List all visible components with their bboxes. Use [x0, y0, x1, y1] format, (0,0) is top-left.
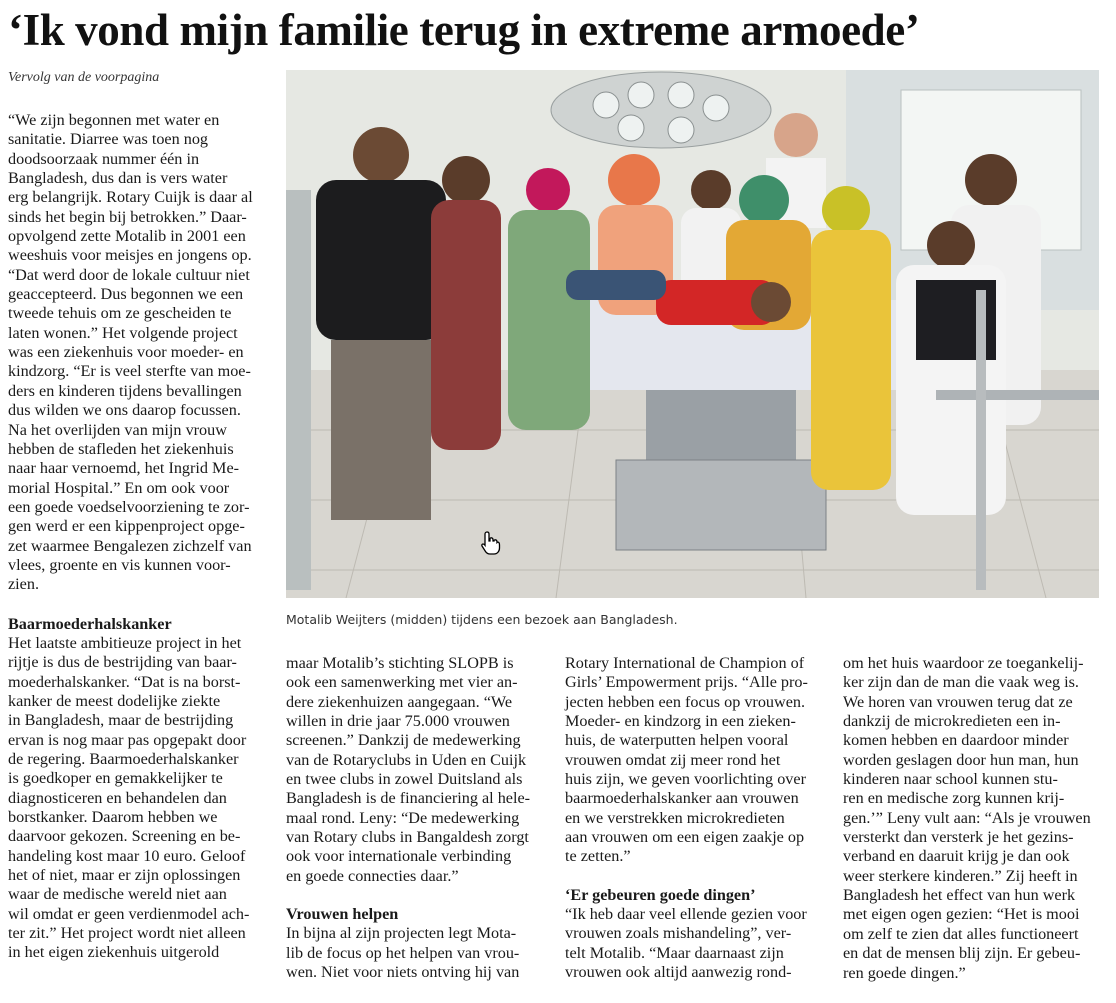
text-line: verband en daaruit krijg je dan ook	[843, 847, 1070, 866]
subheading-baarmoederhalskanker: Baarmoederhalskanker	[8, 614, 172, 633]
column-3-body-continued	[565, 905, 825, 982]
text-line: van Rotary clubs in Bangaldesh zorgt	[286, 828, 529, 847]
text-line: huis, de waterputten helpen vooral	[565, 731, 789, 750]
text-line: wen. Niet voor niets ontving hij van	[286, 963, 520, 982]
text-line: versterkt dan versterk je het gezins-	[843, 828, 1074, 847]
text-line: “Ik heb daar veel ellende gezien voor	[565, 905, 807, 924]
text-line: weer sterkere kinderen.” Zij heeft in	[843, 866, 1078, 885]
text-line: was een ziekenhuis voor moeder- en	[8, 343, 244, 362]
text-line: ker zijn dan de man die vaak weg is.	[843, 673, 1079, 692]
text-line: hebben de stafleden het ziekenhuis	[8, 439, 234, 458]
article-column-1	[8, 111, 270, 963]
column-1-body-continued	[8, 634, 270, 963]
text-line: dere ziekenhuizen aangegaan. “We	[286, 692, 513, 711]
text-line: komen hebben en daardoor minder	[843, 731, 1069, 750]
text-line: met eigen ogen gezien: “Het is mooi	[843, 905, 1080, 924]
text-line: waar de medische wereld niet aan	[8, 885, 227, 904]
subheading-vrouwen-helpen: Vrouwen helpen	[286, 905, 399, 924]
text-line: weeshuis voor meisjes en jongens op.	[8, 246, 252, 265]
hand-cursor-icon	[479, 530, 503, 556]
text-line: rijtje is dus de bestrijding van baar-	[8, 653, 237, 672]
text-line: Girls’ Empowerment prijs. “Alle pro-	[565, 673, 808, 692]
text-line: “We zijn begonnen met water en	[8, 111, 220, 129]
text-line: “Dat werd door de lokale cultuur niet	[8, 265, 250, 284]
text-line: en goede connecties daar.”	[286, 866, 459, 885]
text-line: ter zit.” Het project wordt niet alleen	[8, 924, 246, 943]
text-line: morial Hospital.” En om ook voor	[8, 478, 230, 497]
text-line: jecten hebben een focus op vrouwen.	[565, 692, 806, 711]
column-2-body-continued	[286, 924, 544, 982]
text-line: diagnosticeren en behandelen dan	[8, 788, 227, 807]
text-line: In bijna al zijn projecten legt Mota-	[286, 924, 517, 943]
text-line: screenen.” Dankzij de medewerking	[286, 731, 521, 750]
text-line: zien.	[8, 575, 40, 594]
text-line: vrouwen zoals mishandeling”, ver-	[565, 924, 792, 943]
text-line: kanker de meest dodelijke ziekte	[8, 691, 221, 710]
text-line: kinderen naar school kunnen stu-	[843, 770, 1058, 789]
article-column-2	[286, 654, 544, 983]
text-line: zet waarmee Bengalezen zichzelf van	[8, 536, 252, 555]
text-line: vlees, groente en vis kunnen voor-	[8, 555, 231, 574]
text-line: Bangladesh, dus dan is vers water	[8, 169, 228, 188]
text-line: huis zijn, we geven voorlichting over	[565, 770, 806, 789]
text-line: We horen van vrouwen terug dat ze	[843, 692, 1073, 711]
text-line: handeling kost maar 10 euro. Geloof	[8, 846, 246, 865]
text-line: en twee clubs in zowel Duitsland als	[286, 770, 523, 789]
text-line: om zelf te zien dat alles functioneert	[843, 924, 1079, 943]
text-line: kindzorg. “Er is veel sterfte van moe-	[8, 362, 251, 381]
text-line: ook een samenwerking met vier an-	[286, 673, 518, 692]
text-line: ders en kinderen tijdens bevallingen	[8, 381, 242, 400]
article-photo	[286, 70, 1099, 598]
text-line: moederhalskanker. “Dat is na borst-	[8, 672, 241, 691]
text-line: van de Rotaryclubs in Uden en Cuijk	[286, 750, 527, 769]
text-line: Moeder- en kindzorg in een zieken-	[565, 712, 796, 731]
text-line: het of niet, maar er zijn oplossingen	[8, 866, 241, 885]
text-line: vrouwen omdat zij meer rond het	[565, 750, 781, 769]
article-column-3	[565, 654, 825, 983]
column-1-body	[8, 111, 270, 595]
text-line: aan vrouwen om een eigen zaakje op	[565, 828, 805, 847]
text-line: willen in drie jaar 75.000 vrouwen	[286, 712, 510, 731]
text-line: te zetten.”	[565, 847, 631, 866]
text-line: de regering. Baarmoederhalskanker	[8, 750, 239, 768]
text-line: Bangladesh is de financiering al hele-	[286, 789, 531, 808]
intro-note: Vervolg van de voorpagina	[8, 70, 160, 85]
text-line: is goedkoper en gemakkelijker te	[8, 769, 223, 788]
text-line: Na het overlijden van mijn vrouw	[8, 420, 227, 439]
subheading-er-gebeuren-goede-dingen: ‘Er gebeuren goede dingen’	[565, 885, 756, 904]
text-line: in Bangladesh, maar de bestrijding	[8, 711, 234, 730]
text-line: ervan is nog maar pas opgepakt door	[8, 730, 247, 749]
text-line: gen werd er een kippenproject opge-	[8, 517, 245, 536]
text-line: in het eigen ziekenhuis uitgerold	[8, 943, 220, 962]
text-line: worden geslagen door hun man, hun	[843, 750, 1079, 769]
text-line: dus wilden we ons daarop focussen.	[8, 401, 241, 420]
text-line: ren goede dingen.”	[843, 963, 966, 982]
text-line: Bangladesh het effect van hun werk	[843, 886, 1076, 905]
text-line: baarmoederhalskanker aan vrouwen	[565, 789, 799, 808]
column-4-body	[843, 654, 1105, 983]
text-line: lib de focus op het helpen van vrou-	[286, 943, 520, 962]
headline: ‘Ik vond mijn familie terug in extreme armoede’	[8, 5, 920, 55]
text-line: vrouwen ook altijd aanwezig rond-	[565, 963, 792, 982]
article-column-4	[843, 654, 1105, 983]
photo-caption: Motalib Weijters (midden) tijdens een bezoek aan Bangladesh.	[286, 612, 678, 627]
text-line: sanitatie. Diarree was toen nog	[8, 130, 209, 149]
text-line: daarvoor gekozen. Screening en be-	[8, 827, 241, 846]
text-line: Rotary International de Champion of	[565, 654, 805, 672]
text-line: en dat de mensen blij zijn. Er gebeu-	[843, 944, 1081, 963]
text-line: borstkanker. Daarom hebben we	[8, 808, 218, 827]
text-line: ook voor internationale verbinding	[286, 847, 512, 866]
text-line: een goede voedselvoorziening te zor-	[8, 497, 250, 516]
text-line: wil omdat er geen verdienmodel ach-	[8, 904, 250, 923]
column-2-body	[286, 654, 544, 886]
text-line: opvolgend zette Motalib in 2001 een	[8, 227, 246, 246]
text-line: ren en medische zorg kunnen krij-	[843, 789, 1065, 808]
text-line: telt Motalib. “Maar daarnaast zijn	[565, 943, 784, 962]
text-line: naar haar vernoemd, het Ingrid Me-	[8, 459, 240, 478]
text-line: maar Motalib’s stichting SLOPB is	[286, 654, 514, 672]
text-line: sinds het begin bij betrokken.” Daar-	[8, 207, 247, 226]
text-line: om het huis waardoor ze toegankelij-	[843, 654, 1084, 672]
column-3-body	[565, 654, 825, 867]
text-line: dankzij de microkredieten een in-	[843, 712, 1061, 731]
text-line: Het laatste ambitieuze project in het	[8, 633, 242, 652]
text-line: laten wonen.” Het volgende project	[8, 323, 238, 342]
text-line: doodsoorzaak nummer één in	[8, 149, 200, 168]
text-line: maal rond. Leny: “De medewerking	[286, 808, 520, 827]
text-line: erg belangrijk. Rotary Cuijk is daar al	[8, 188, 253, 207]
text-line: tweede tehuis om ze gescheiden te	[8, 304, 232, 323]
text-line: gen.’” Leny vult aan: “Als je vrouwen	[843, 808, 1091, 827]
text-line: en we verstrekken microkredieten	[565, 808, 785, 827]
text-line: geaccepteerd. Dus begonnen we een	[8, 285, 244, 304]
